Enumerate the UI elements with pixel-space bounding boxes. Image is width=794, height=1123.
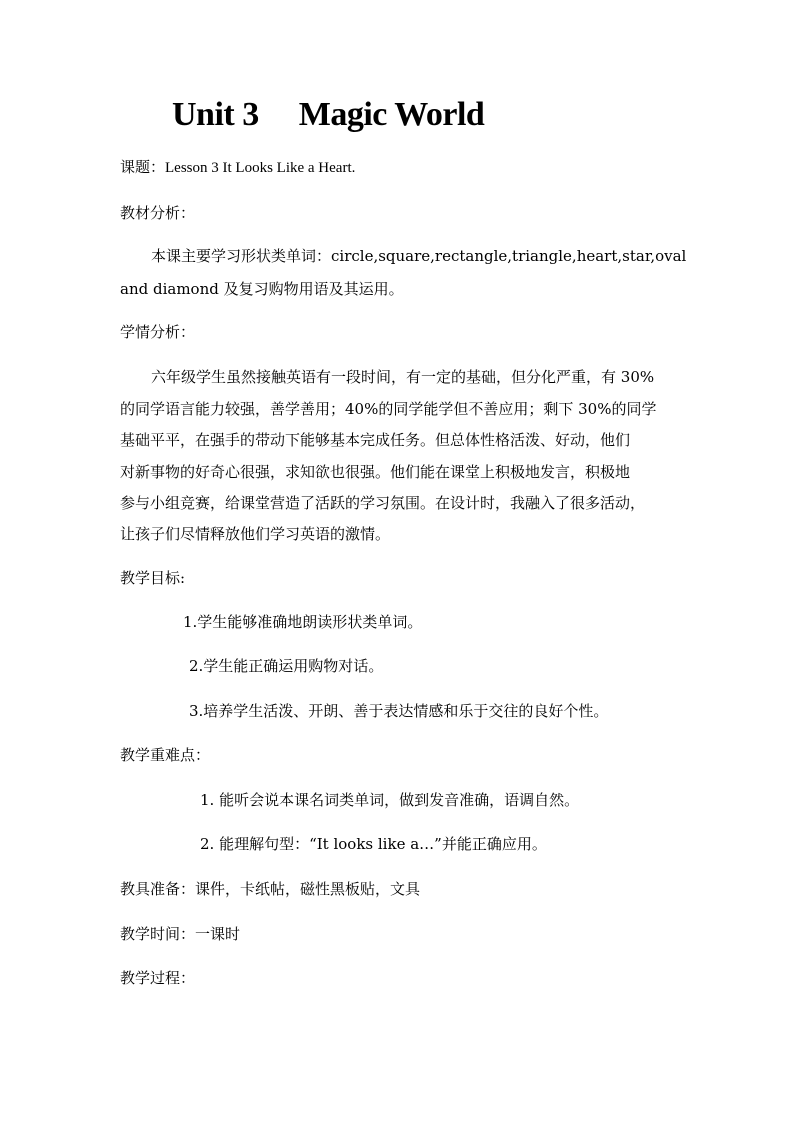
document-title: Unit 3 Magic World [172,96,485,133]
student-analysis-heading: 学情分析： [120,323,196,341]
key-point-2: 2. 能理解句型：“It looks like a…”并能正确应用。 [200,835,547,853]
student-analysis-line-4: 对新事物的好奇心很强，求知欲也很强。他们能在课堂上积极地发言，积极地 [120,463,631,481]
student-analysis-line-5: 参与小组竞赛，给课堂营造了活跃的学习氛围。在设计时，我融入了很多活动， [120,494,646,512]
teaching-goal-2: 2.学生能正确运用购物对话。 [189,657,384,675]
teaching-process-heading: 教学过程： [120,969,196,987]
key-point-1: 1. 能听会说本课名词类单词，做到发音准确，语调自然。 [200,791,580,809]
teaching-goal-3: 3.培养学生活泼、开朗、善于表达情感和乐于交往的良好个性。 [189,702,609,720]
lesson-topic: 课题：Lesson 3 It Looks Like a Heart. [120,160,356,176]
key-points-heading: 教学重难点： [120,746,211,764]
student-analysis-line-2: 的同学语言能力较强，善学善用；40%的同学能学但不善应用；剩下 30%的同学 [120,400,657,418]
material-analysis-line-1: 本课主要学习形状类单词：circle,square,rectangle,triangle,heart,star,oval [151,247,687,265]
teaching-goal-1: 1.学生能够准确地朗读形状类单词。 [183,613,423,631]
teaching-time: 教学时间：一课时 [120,925,241,943]
teaching-tools: 教具准备：课件，卡纸帖，磁性黑板贴，文具 [120,880,421,898]
student-analysis-line-1: 六年级学生虽然接触英语有一段时间，有一定的基础，但分化严重，有 30% [151,368,655,386]
teaching-goals-heading: 教学目标: [120,569,186,587]
student-analysis-line-3: 基础平平，在强手的带动下能够基本完成任务。但总体性格活泼、好动，他们 [120,431,631,449]
material-analysis-heading: 教材分析： [120,204,196,222]
material-analysis-line-2: and diamond 及复习购物用语及其运用。 [120,280,404,298]
student-analysis-line-6: 让孩子们尽情释放他们学习英语的激情。 [120,525,391,543]
